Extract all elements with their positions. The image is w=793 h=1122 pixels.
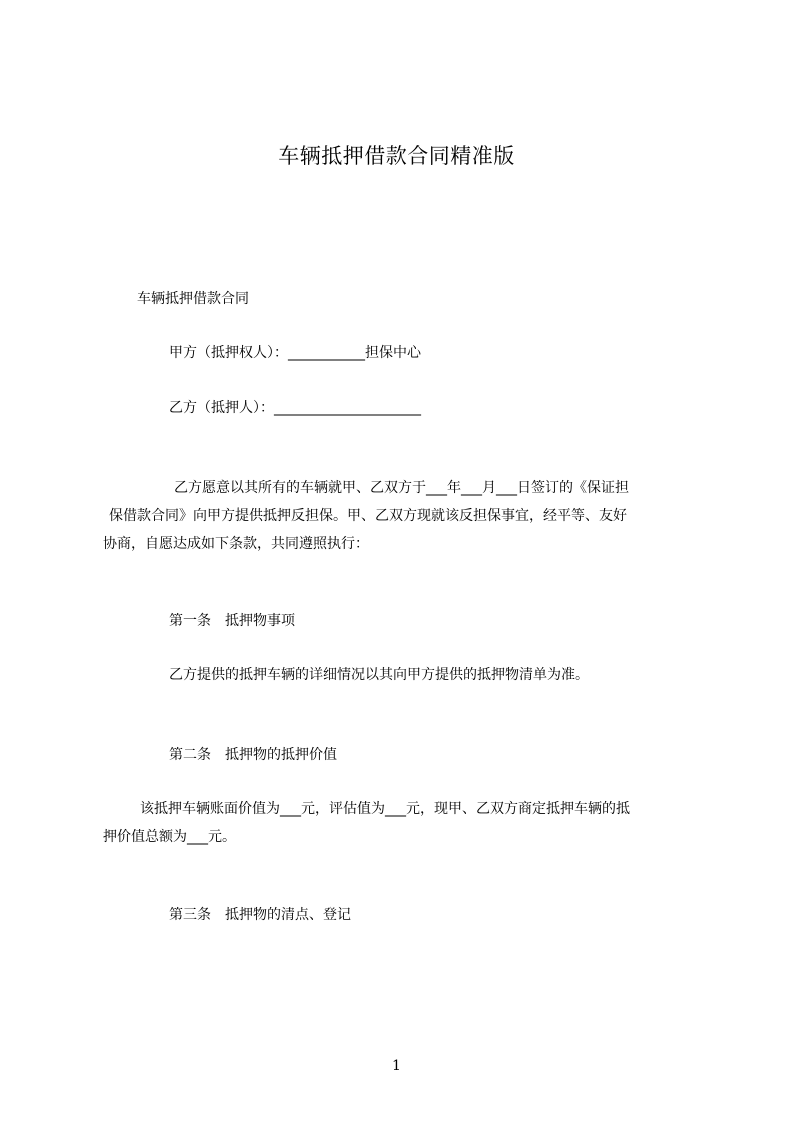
party-b-line: 乙方（抵押人）：_____________________ (169, 400, 421, 416)
document-title: 车辆抵押借款合同精准版 (278, 144, 515, 168)
article-2-heading: 第二条 抵押物的抵押价值 (169, 747, 337, 763)
intro-paragraph-line-3: 协商，自愿达成如下条款，共同遵照执行： (103, 536, 369, 552)
article-2-body-line-1: 该抵押车辆账面价值为___元，评估值为___元，现甲、乙双方商定抵押车辆的抵 (140, 801, 630, 817)
article-2-body-line-2: 押价值总额为___元。 (103, 829, 236, 845)
contract-subtitle: 车辆抵押借款合同 (137, 291, 249, 307)
intro-paragraph-line-2: 保借款合同》向甲方提供抵押反担保。甲、乙双方现就该反担保事宜，经平等、友好 (109, 508, 627, 524)
article-1-body: 乙方提供的抵押车辆的详细情况以其向甲方提供的抵押物清单为准。 (169, 667, 589, 683)
intro-paragraph-line-1: 乙方愿意以其所有的车辆就甲、乙双方于___年___月___日签订的《保证担 (174, 480, 629, 496)
article-1-heading: 第一条 抵押物事项 (169, 613, 295, 629)
page-number: 1 (392, 1058, 401, 1074)
party-a-line: 甲方（抵押权人）：___________担保中心 (169, 345, 421, 361)
article-3-heading: 第三条 抵押物的清点、登记 (169, 907, 351, 923)
